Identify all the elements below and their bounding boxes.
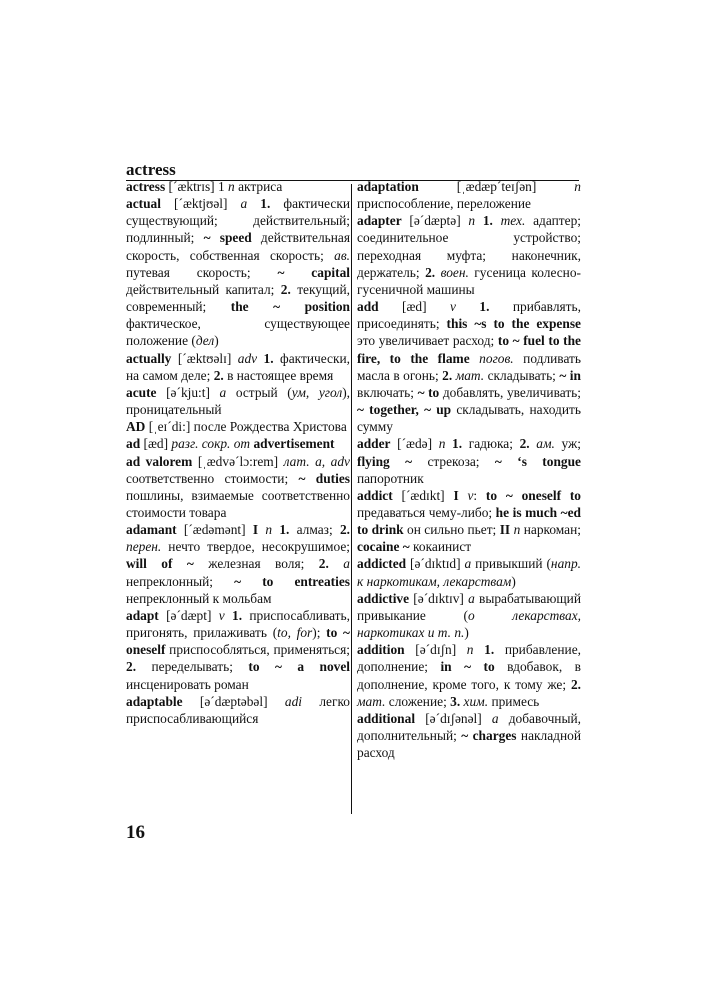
dictionary-entry: [126, 453, 354, 522]
bold-text: ~ duties: [298, 470, 350, 486]
dictionary-entry: [357, 555, 585, 589]
bold-text: I: [252, 522, 259, 538]
bold-text: addict: [357, 487, 393, 503]
entry-text: актриса: [234, 179, 283, 194]
italic-text: a: [240, 196, 248, 212]
entry-text: [ə´dɪktɪv]: [409, 590, 469, 606]
entry-text: вдобавок, в дополнение, кроме того, к тому же;: [357, 659, 585, 692]
bold-text: he is much ~ed to drink: [357, 504, 585, 538]
bold-text: 1.: [484, 642, 495, 658]
entry-text: пошлины, взимаемые соответственно стоимости товара: [126, 470, 354, 520]
entry-text: [475, 213, 483, 228]
entry-text: ): [464, 625, 469, 641]
bold-text: the ~ position: [230, 299, 350, 315]
dictionary-entry: [357, 590, 585, 641]
bold-text: ~ in: [559, 367, 581, 383]
entry-text: [470, 351, 480, 366]
right-column: [357, 178, 585, 761]
entry-text: ), проницательный: [126, 384, 354, 418]
entry-text: действительная скорость, собственная скорость;: [126, 230, 354, 263]
italic-text: воен.: [440, 264, 469, 280]
bold-text: to ~ oneself: [126, 625, 354, 658]
entry-text: острый (: [226, 384, 292, 400]
entry-text: ): [511, 573, 516, 589]
italic-text: напр. к наркотикам, лекарствам: [357, 556, 585, 589]
entry-text: действительный капитал;: [126, 264, 354, 297]
bold-text: 1.: [452, 436, 463, 452]
entry-text: складывать;: [484, 367, 560, 383]
entry-text: [ə´dɪʃənəl]: [415, 710, 492, 726]
dictionary-entry: [126, 178, 350, 195]
dictionary-entry: [126, 350, 354, 384]
italic-text: n: [574, 179, 581, 194]
entry-text: [´ædəmənt]: [176, 522, 253, 538]
entry-text: это увеличивает расход;: [357, 316, 585, 349]
italic-text: v: [467, 487, 474, 503]
dictionary-entry: [126, 521, 354, 607]
dictionary-entry: [357, 435, 585, 486]
bold-text: I: [453, 487, 459, 503]
italic-text: v: [218, 607, 225, 623]
italic-text: о лекарствах, наркотиках и т. п.: [357, 607, 585, 641]
entry-text: [456, 299, 479, 314]
entry-text: );: [312, 625, 327, 641]
entry-text: [´æktʊəlɪ]: [171, 350, 238, 366]
entry-text: ): [214, 333, 219, 349]
dictionary-entry: [357, 212, 585, 298]
entry-text: [ə´dɪktɪd]: [406, 556, 465, 572]
entry-text: [493, 213, 501, 228]
italic-text: ум, угол: [291, 384, 343, 400]
italic-text: n: [438, 436, 446, 452]
column-divider: [351, 184, 352, 814]
bold-text: ad: [126, 436, 141, 452]
entry-text: наркоман;: [520, 522, 585, 538]
entry-text: приспособляться, применяться;: [165, 642, 354, 658]
bold-text: acute: [126, 384, 157, 400]
entry-text: [ə´dæptəbəl]: [182, 693, 285, 709]
italic-text: лат. a, adv: [283, 453, 350, 469]
entry-text: сложение;: [385, 693, 451, 709]
entry-text: фактически существующий; действительный; подлинный;: [126, 196, 354, 246]
entry-text: фактическое, существующее положение (: [126, 299, 354, 349]
italic-text: n: [468, 213, 476, 229]
italic-text: a: [464, 556, 472, 572]
entry-text: [ə´kju:t]: [156, 384, 220, 400]
bold-text: ~ together, ~ up: [357, 402, 452, 418]
dictionary-entry: [126, 607, 354, 693]
entry-text: [´æktrɪs] 1: [165, 179, 229, 194]
entry-text: [474, 642, 485, 657]
entry-text: [329, 556, 343, 571]
entry-text: гадюка;: [462, 436, 520, 452]
entry-text: инсценировать роман: [126, 659, 354, 692]
entry-text: прибавлять, присоединять;: [357, 299, 585, 332]
bold-text: actually: [126, 350, 172, 366]
entry-text: железная воля;: [193, 556, 319, 572]
entry-text: папоротник: [357, 453, 585, 486]
entry-text: адаптер; соединительное устройство; переходная муфта; наконечник, держатель;: [357, 213, 585, 280]
bold-text: flying ~: [357, 453, 413, 469]
bold-text: II: [499, 522, 511, 538]
bold-text: addicted: [357, 556, 407, 572]
entry-text: текущий, современный;: [126, 281, 354, 315]
entry-text: складывать, находить сумму: [357, 402, 585, 435]
italic-text: тех.: [500, 213, 526, 229]
entry-text: [æd]: [378, 299, 451, 315]
entry-text: добавлять, увеличивать;: [439, 384, 585, 400]
bold-text: adder: [357, 436, 391, 452]
bold-text: adaptation: [357, 179, 419, 194]
dictionary-entry: [126, 693, 354, 727]
entry-text: [ˌædæp´teɪʃən]: [418, 179, 575, 194]
entry-text: привыкший (: [471, 556, 551, 572]
entry-text: подливать масла в огонь;: [357, 350, 585, 383]
bold-text: in ~ to: [440, 659, 495, 675]
italic-text: мат.: [357, 693, 386, 709]
italic-text: дел: [195, 333, 215, 349]
bold-text: adaptable: [126, 693, 183, 709]
italic-text: a: [343, 556, 350, 572]
bold-text: 1.: [260, 196, 271, 212]
entry-text: кокаинист: [409, 539, 472, 555]
dictionary-entry: [357, 298, 585, 435]
entry-text: приспосабливать, пригонять, прилаживать (: [126, 607, 354, 641]
italic-text: a: [491, 710, 499, 726]
entry-text: соответственно стоимости;: [126, 453, 354, 486]
entry-text: [ə´dæptə]: [401, 213, 469, 229]
bold-text: 1.: [232, 607, 243, 623]
italic-text: a: [219, 384, 227, 400]
running-head: actress: [126, 160, 176, 179]
entry-text: накладной расход: [357, 728, 585, 761]
bold-text: 2.: [318, 556, 329, 572]
entry-text: вырабатывающий привыкание (: [357, 590, 585, 623]
bold-text: ~ ‘s tongue: [494, 453, 581, 469]
italic-text: adv: [237, 350, 258, 366]
italic-text: v: [450, 299, 456, 315]
italic-text: ам.: [536, 436, 555, 452]
dictionary-entry: [126, 195, 354, 349]
page-number: 16: [126, 822, 145, 843]
bold-text: advertisement: [253, 436, 335, 452]
bold-text: addition: [357, 642, 405, 658]
bold-text: 2.: [339, 522, 350, 538]
entry-text: [´æktjʊəl]: [160, 196, 241, 212]
bold-text: ~ speed: [203, 230, 252, 246]
bold-text: 2.: [126, 659, 137, 675]
dictionary-entry: [126, 384, 354, 418]
entry-text: :: [473, 487, 486, 503]
bold-text: adapt: [126, 607, 159, 623]
italic-text: погов.: [479, 350, 514, 366]
bold-text: ~ to entreaties: [234, 573, 350, 589]
entry-text: [ə´dɪʃn]: [404, 642, 467, 658]
entry-text: в настоящее время: [223, 367, 334, 383]
left-column: [126, 178, 354, 727]
entry-text: приспособление, переложение: [357, 179, 585, 212]
italic-text: n: [466, 642, 474, 658]
italic-text: to, for: [277, 625, 313, 641]
italic-text: a: [468, 590, 475, 606]
italic-text: n: [228, 179, 235, 194]
bold-text: 2.: [442, 367, 453, 383]
italic-text: перен.: [126, 539, 162, 555]
entry-text: легко приспосабливающийся: [126, 693, 354, 726]
italic-text: хим.: [463, 693, 489, 709]
bold-text: ~ capital: [277, 264, 350, 280]
italic-text: разг. сокр. от: [171, 436, 251, 452]
entry-text: предаваться чему-либо;: [357, 487, 585, 520]
entry-text: непреклонный к мольбам: [126, 573, 354, 606]
italic-text: мат.: [455, 367, 485, 383]
bold-text: ~ charges: [461, 728, 517, 743]
entry-text: [581, 677, 584, 692]
entry-text: примесь: [488, 693, 540, 709]
dictionary-entry: [357, 487, 585, 556]
entry-text: добавочный, дополнительный;: [357, 710, 585, 743]
bold-text: to ~ a novel: [248, 659, 350, 675]
bold-text: 2.: [280, 281, 291, 297]
entry-text: он сильно пьет;: [403, 522, 500, 538]
bold-text: to ~ oneself to: [485, 487, 581, 503]
bold-text: 1.: [279, 522, 290, 538]
bold-text: adamant: [126, 522, 177, 538]
italic-text: n: [513, 522, 521, 538]
entry-text: [247, 196, 260, 211]
bold-text: this ~s to the expense: [446, 316, 581, 332]
dictionary-entry: [357, 641, 585, 710]
entry-text: [æd]: [140, 436, 172, 452]
entry-text: [´ædə]: [390, 436, 439, 452]
bold-text: addictive: [357, 590, 410, 606]
entry-text: путевая скорость;: [126, 247, 354, 280]
bold-text: AD: [126, 419, 146, 435]
entry-text: нечто твердое, несокрушимое;: [161, 539, 354, 555]
bold-text: additional: [357, 710, 416, 726]
entry-text: стрекоза;: [412, 453, 495, 469]
bold-text: 2.: [570, 676, 581, 692]
italic-text: n: [265, 522, 273, 538]
entry-text: фактически, на самом деле;: [126, 350, 354, 383]
bold-text: adapter: [357, 213, 402, 229]
italic-text: ав.: [334, 247, 350, 263]
entry-text: [´ædɪkt]: [392, 487, 454, 503]
bold-text: 2.: [425, 264, 436, 280]
bold-text: 2.: [213, 367, 224, 383]
bold-text: add: [357, 299, 379, 315]
bold-text: cocaine ~: [357, 539, 410, 555]
bold-text: ~ to: [417, 384, 440, 400]
entry-text: гусеница колесно-гусеничной машины: [357, 264, 581, 297]
bold-text: to ~ fuel to the fire, to the flame: [357, 333, 585, 366]
bold-text: ad valorem: [126, 453, 193, 469]
italic-text: adi: [284, 693, 303, 709]
bold-text: 1.: [263, 350, 274, 366]
bold-text: 1.: [482, 213, 493, 229]
dictionary-entry: [357, 178, 585, 212]
dictionary-entry: [357, 710, 585, 761]
entry-text: [ə´dæpt]: [158, 607, 219, 623]
entry-text: прибавление, дополнение;: [357, 642, 585, 675]
entry-text: включать;: [357, 367, 585, 400]
entry-text: непреклонный;: [126, 556, 354, 589]
bold-text: 1.: [479, 299, 490, 315]
bold-text: actual: [126, 196, 161, 212]
dictionary-entry: [126, 418, 350, 435]
entry-text: [ˌeɪ´di:] после Рождества Христова: [145, 419, 347, 435]
entry-text: алмаз;: [289, 522, 340, 538]
bold-text: 2.: [519, 436, 530, 452]
dictionary-entry: [126, 435, 350, 452]
bold-text: will of ~: [126, 556, 194, 572]
entry-text: переделывать;: [136, 659, 249, 675]
entry-text: уж;: [554, 436, 585, 452]
entry-text: [ˌædvə´lɔ:rem]: [192, 453, 284, 469]
entry-text: [225, 608, 232, 623]
bold-text: 3.: [450, 693, 461, 709]
bold-text: actress: [126, 179, 166, 194]
